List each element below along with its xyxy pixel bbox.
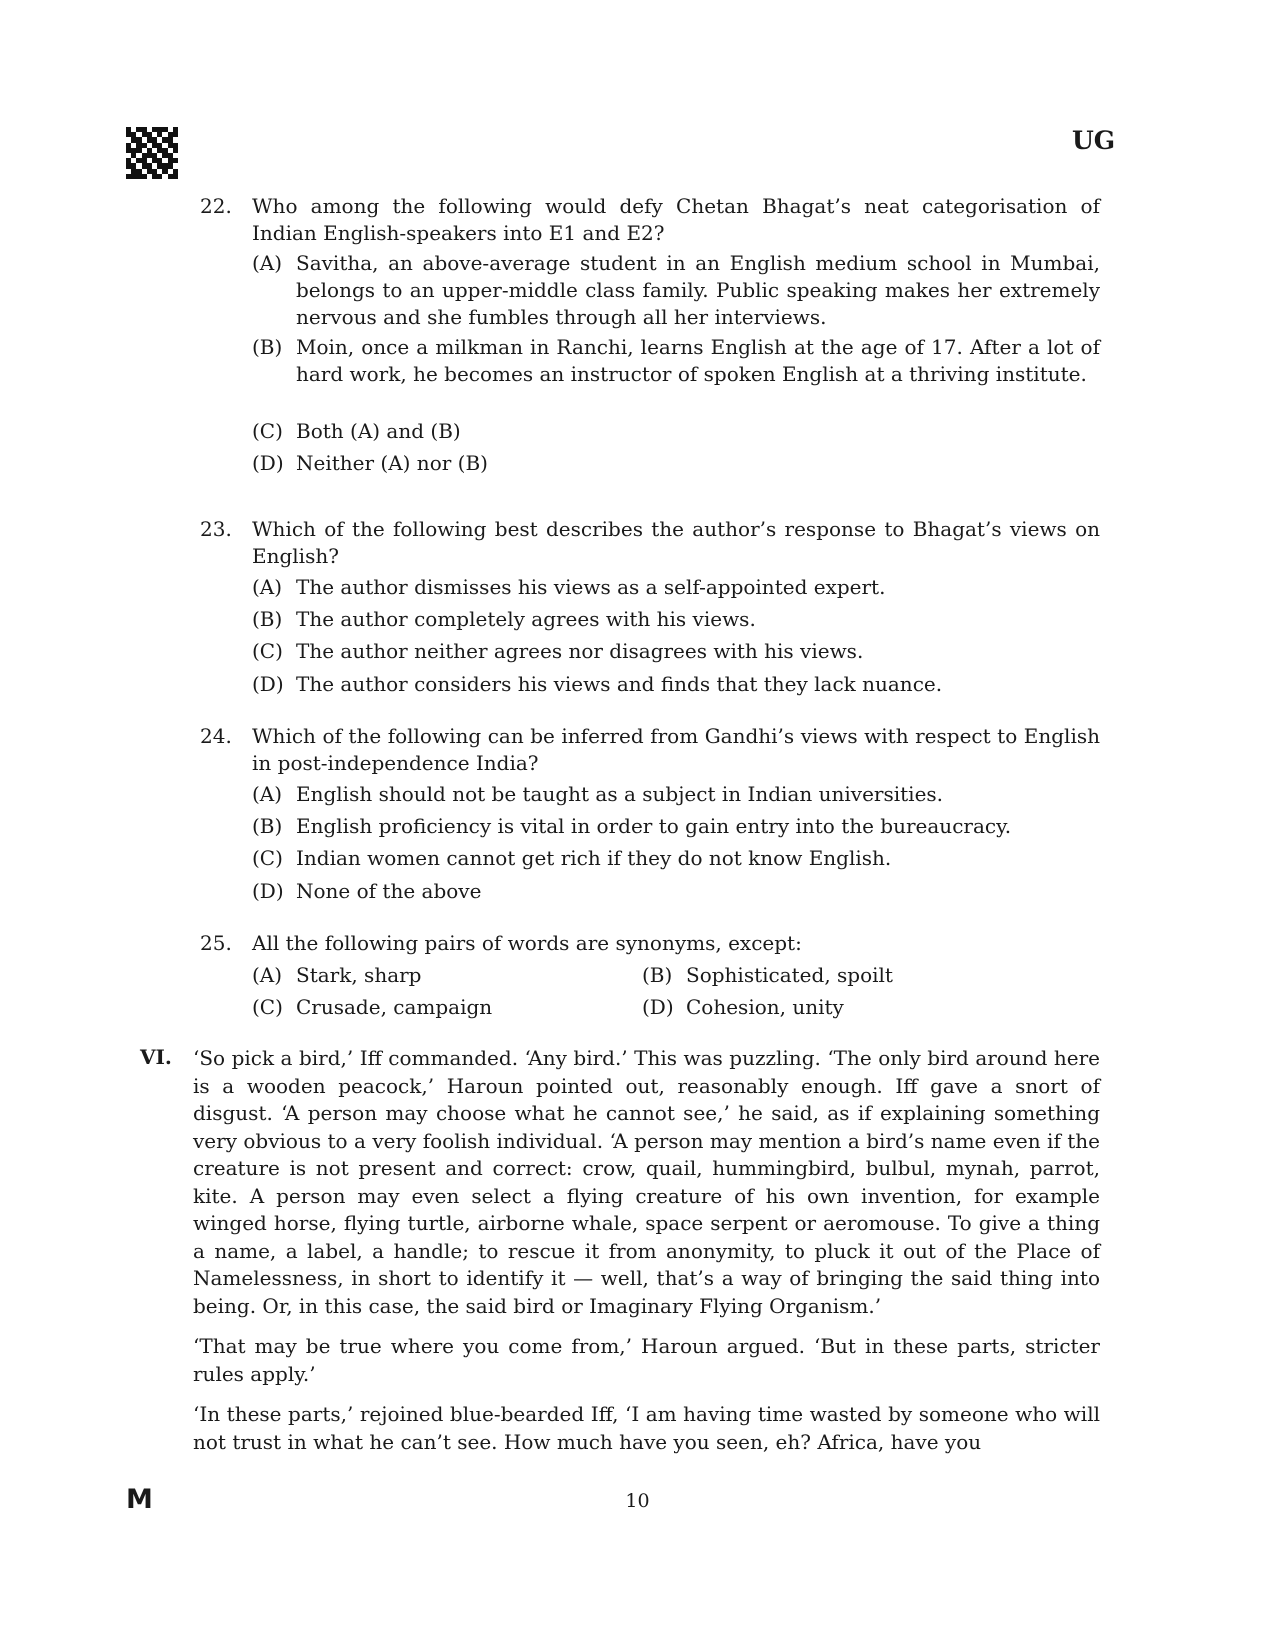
page-number: 10	[625, 1490, 650, 1512]
qr-code-icon	[126, 127, 178, 179]
option-text: The author dismisses his views as a self-appointed expert.	[296, 575, 886, 599]
option-text: Indian women cannot get rich if they do not know English.	[296, 846, 892, 870]
option-text: The author neither agrees nor disagrees with his views.	[296, 639, 864, 663]
section-number: VI.	[140, 1045, 172, 1069]
option-label: (A)	[252, 251, 283, 275]
question-number: 22.	[200, 194, 232, 218]
question-number: 25.	[200, 931, 232, 955]
option-text: Moin, once a milkman in Ranchi, learns English at the age of 17. After a lot of hard work, he becomes an instructor of spoken English at a thriving institute.	[296, 335, 1100, 386]
option-label: (A)	[252, 575, 283, 599]
passage-paragraph-1: ‘So pick a bird,’ Iff commanded. ‘Any bird.’ This was puzzling. ‘The only bird around here is a wooden peacock,’ Haroun pointed out, reasonably enough. Iff gave a snort of disgust. ‘A person may choose what he cannot see,’ he said, as if explaining something very obvious to a very foolish individual. ‘A person may mention a bird’s name even if the creature is not present and correct: crow, quail, hummingbird, bulbul, mynah, parrot, kite. A person may even select a flying creature of his own invention, for example winged horse, flying turtle, airborne whale, space serpent or aeromouse. To give a thing a name, a label, a handle; to rescue it from anonymity, to pluck it out of the Place of Namelessness, in short to identify it — well, that’s a way of bringing the said thing into being. Or, in this case, the said bird or Imaginary Flying Organism.’	[193, 1046, 1100, 1318]
passage-paragraph-3: ‘In these parts,’ rejoined blue-bearded Iff, ‘I am having time wasted by someone who will not trust in what he can’t see. How much have you seen, eh? Africa, have you	[193, 1402, 1100, 1454]
option-text: English proficiency is vital in order to gain entry into the bureaucracy.	[296, 814, 1012, 838]
option-label: (B)	[252, 607, 283, 631]
question-number: 24.	[200, 724, 232, 748]
option-text: Both (A) and (B)	[296, 419, 461, 443]
option-label: (C)	[252, 846, 283, 870]
option-text: The author completely agrees with his views.	[296, 607, 756, 631]
option-text: Savitha, an above-average student in an English medium school in Mumbai, belongs to an upper-middle class family. Public speaking makes her extremely nervous and she fumbles through all her interviews.	[296, 251, 1100, 329]
option-label: (D)	[252, 879, 284, 903]
option-label: (B)	[642, 963, 673, 987]
option-text: The author considers his views and finds that they lack nuance.	[296, 672, 943, 696]
option-label: (A)	[252, 963, 283, 987]
option-text: None of the above	[296, 879, 482, 903]
option-label: (D)	[252, 672, 284, 696]
option-label: (C)	[252, 419, 283, 443]
option-label: (D)	[642, 995, 674, 1019]
option-label: (C)	[252, 995, 283, 1019]
question-stem: Which of the following can be inferred from Gandhi’s views with respect to English in post-independence India?	[252, 724, 1100, 775]
paper-code: UG	[1072, 126, 1116, 155]
option-text: Neither (A) nor (B)	[296, 451, 488, 475]
option-label: (B)	[252, 814, 283, 838]
option-text: Stark, sharp	[296, 963, 422, 987]
option-text: Sophisticated, spoilt	[686, 963, 893, 987]
question-stem: Which of the following best describes the author’s response to Bhagat’s views on English?	[252, 517, 1100, 568]
passage-paragraph-2: ‘That may be true where you come from,’ Haroun argued. ‘But in these parts, stricter rules apply.’	[193, 1334, 1100, 1386]
question-number: 23.	[200, 517, 232, 541]
question-stem: Who among the following would defy Chetan Bhagat’s neat categorisation of Indian English-speakers into E1 and E2?	[252, 194, 1100, 245]
footer-mark: M	[126, 1484, 153, 1515]
option-text: Crusade, campaign	[296, 995, 493, 1019]
option-text: English should not be taught as a subject in Indian universities.	[296, 782, 944, 806]
option-text: Cohesion, unity	[686, 995, 844, 1019]
option-label: (A)	[252, 782, 283, 806]
question-stem: All the following pairs of words are synonyms, except:	[252, 931, 802, 955]
option-label: (C)	[252, 639, 283, 663]
option-label: (D)	[252, 451, 284, 475]
option-label: (B)	[252, 335, 283, 359]
